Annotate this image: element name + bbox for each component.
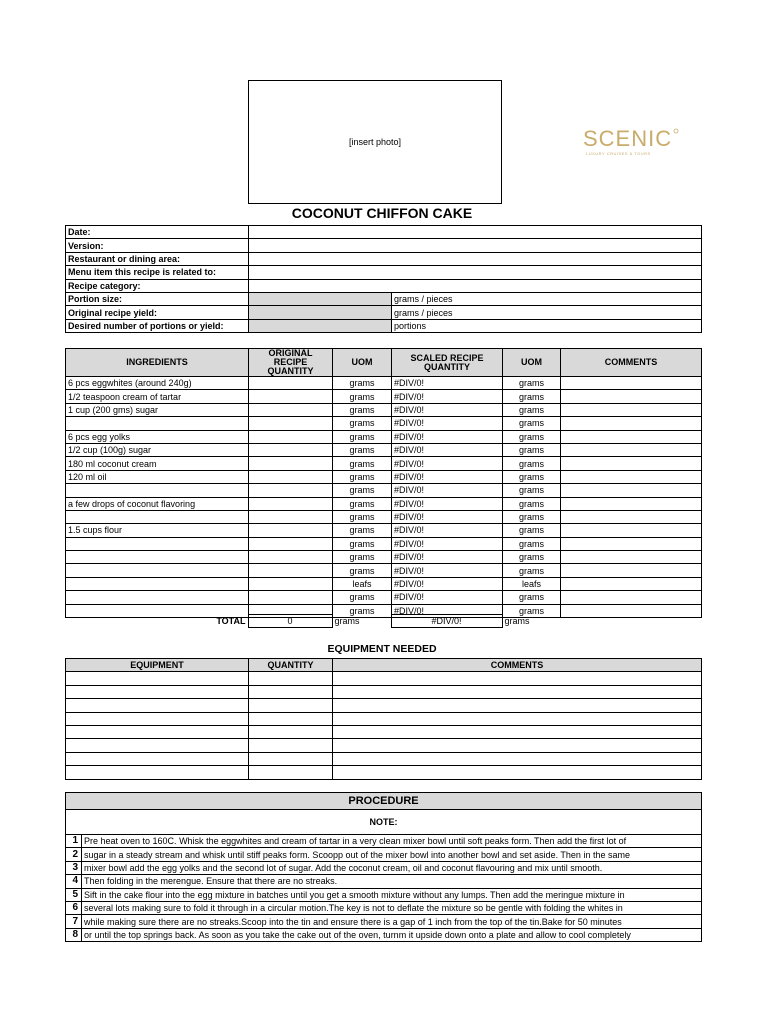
ingredient-quantity-cell[interactable]	[249, 484, 333, 497]
ingredient-name-cell[interactable]	[66, 591, 249, 604]
procedure-step-text[interactable]: or until the top springs back. As soon as you take the cake out of the oven, turnm it upside down onto a plate and allow to cool completely	[82, 928, 702, 941]
equipment-quantity-cell[interactable]	[249, 725, 333, 738]
ingredients-total-row	[65, 614, 701, 628]
ingredient-scaled-cell: #DIV/0!	[392, 577, 503, 590]
ingredient-comment-cell[interactable]	[561, 457, 702, 470]
ingredient-scaled-uom-cell: grams	[503, 591, 561, 604]
logo-name: SCENIC	[583, 126, 673, 151]
ingredient-uom-cell[interactable]: grams	[333, 551, 392, 564]
info-value-input[interactable]	[249, 279, 702, 292]
ingredients-header-label: SCALED RECIPE QUANTITY	[410, 352, 484, 372]
procedure-step-row	[66, 928, 702, 941]
ingredient-scaled-cell: #DIV/0!	[392, 430, 503, 443]
equipment-quantity-cell[interactable]	[249, 699, 333, 712]
info-label: Original recipe yield:	[66, 306, 249, 319]
ingredient-quantity-cell[interactable]	[249, 443, 333, 456]
ingredient-scaled-uom-cell: grams	[503, 457, 561, 470]
ingredient-name-cell[interactable]	[66, 564, 249, 577]
ingredient-quantity-cell[interactable]	[249, 497, 333, 510]
ingredient-scaled-uom-cell: grams	[503, 524, 561, 537]
scenic-logo	[578, 120, 688, 160]
ingredient-scaled-cell: #DIV/0!	[392, 591, 503, 604]
ingredient-uom-cell[interactable]: grams	[333, 443, 392, 456]
ingredient-quantity-cell[interactable]	[249, 457, 333, 470]
ingredients-table	[65, 348, 702, 618]
ingredient-quantity-cell[interactable]	[249, 377, 333, 390]
procedure-step-row	[66, 835, 702, 848]
ingredient-name-cell[interactable]	[66, 510, 249, 523]
procedure-step-text[interactable]: several lots making sure to fold it through in a circular motion.The key is not to deflate the mixture so be gentle with folding the whites in	[82, 901, 702, 914]
ingredient-comment-cell[interactable]	[561, 390, 702, 403]
info-row	[66, 252, 702, 265]
ingredient-row	[66, 564, 702, 577]
info-value-input[interactable]	[249, 252, 702, 265]
ingredient-quantity-cell[interactable]	[249, 564, 333, 577]
procedure-step-row	[66, 875, 702, 888]
equipment-quantity-cell[interactable]	[249, 739, 333, 752]
ingredient-name-cell[interactable]: 1/2 teaspoon cream of tartar	[66, 390, 249, 403]
ingredient-scaled-uom-cell: grams	[503, 497, 561, 510]
ingredients-header-cell	[392, 349, 503, 377]
info-value-input[interactable]	[249, 292, 392, 305]
ingredient-scaled-uom-cell: grams	[503, 443, 561, 456]
ingredient-quantity-cell[interactable]	[249, 551, 333, 564]
ingredient-scaled-cell: #DIV/0!	[392, 457, 503, 470]
total-uom-scaled: grams	[504, 616, 530, 627]
ingredient-quantity-cell[interactable]	[249, 577, 333, 590]
ingredient-quantity-cell[interactable]	[249, 524, 333, 537]
ingredient-comment-cell[interactable]	[561, 497, 702, 510]
ingredient-quantity-cell[interactable]	[249, 403, 333, 416]
ingredient-quantity-cell[interactable]	[249, 390, 333, 403]
ingredients-header-cell	[561, 349, 702, 377]
ingredient-comment-cell[interactable]	[561, 443, 702, 456]
ingredient-quantity-cell[interactable]	[249, 591, 333, 604]
ingredient-name-cell[interactable]: 6 pcs egg yolks	[66, 430, 249, 443]
ingredient-scaled-cell: #DIV/0!	[392, 377, 503, 390]
ingredient-row	[66, 484, 702, 497]
info-row	[66, 319, 702, 332]
ingredients-header-cell	[66, 349, 249, 377]
ingredient-name-cell[interactable]	[66, 484, 249, 497]
ingredient-scaled-uom-cell: grams	[503, 537, 561, 550]
equipment-comment-cell[interactable]	[333, 699, 702, 712]
procedure-step-text[interactable]: sugar in a steady stream and whisk until stiff peaks form. Scoopp out of the mixer bowl into another bowl and set aside. Then in the same	[82, 848, 702, 861]
ingredient-scaled-cell: #DIV/0!	[392, 564, 503, 577]
ingredient-comment-cell[interactable]	[561, 577, 702, 590]
procedure-step-text[interactable]: Then folding in the merengue. Ensure that there are no streaks.	[82, 875, 702, 888]
procedure-step-row	[66, 848, 702, 861]
ingredient-uom-cell[interactable]: grams	[333, 403, 392, 416]
ingredient-comment-cell[interactable]	[561, 510, 702, 523]
ingredient-scaled-uom-cell: grams	[503, 377, 561, 390]
ingredient-uom-cell[interactable]: grams	[333, 470, 392, 483]
ingredient-name-cell[interactable]: 180 ml coconut cream	[66, 457, 249, 470]
ingredient-row	[66, 470, 702, 483]
ingredient-uom-cell[interactable]: grams	[333, 377, 392, 390]
info-row	[66, 266, 702, 279]
info-value-input[interactable]	[249, 239, 702, 252]
ingredient-scaled-cell: #DIV/0!	[392, 551, 503, 564]
ingredient-scaled-uom-cell: grams	[503, 551, 561, 564]
ingredient-name-cell[interactable]	[66, 417, 249, 430]
equipment-comment-cell[interactable]	[333, 766, 702, 779]
equipment-comment-cell[interactable]	[333, 739, 702, 752]
info-row	[66, 279, 702, 292]
equipment-name-cell[interactable]	[66, 712, 249, 725]
ingredients-header-label: ORIGINAL RECIPE QUANTITY	[267, 348, 314, 376]
equipment-quantity-cell[interactable]	[249, 766, 333, 779]
procedure-step-number: 2	[66, 848, 82, 861]
equipment-comment-cell[interactable]	[333, 712, 702, 725]
ingredient-comment-cell[interactable]	[561, 551, 702, 564]
procedure-step-number: 4	[66, 875, 82, 888]
ingredient-uom-cell[interactable]: grams	[333, 537, 392, 550]
ingredient-scaled-uom-cell: grams	[503, 510, 561, 523]
ingredients-header-label: UOM	[351, 357, 373, 367]
total-quantity[interactable]: 0	[248, 615, 332, 628]
info-row	[66, 306, 702, 319]
ingredient-scaled-cell: #DIV/0!	[392, 497, 503, 510]
ingredient-name-cell[interactable]: 1 cup (200 gms) sugar	[66, 403, 249, 416]
ingredient-scaled-cell: #DIV/0!	[392, 417, 503, 430]
ingredient-scaled-cell: #DIV/0!	[392, 524, 503, 537]
equipment-row	[66, 685, 702, 698]
recipe-title: COCONUT CHIFFON CAKE	[291, 205, 473, 221]
info-value-input[interactable]	[249, 266, 702, 279]
ingredient-comment-cell[interactable]	[561, 403, 702, 416]
ingredient-scaled-cell: #DIV/0!	[392, 537, 503, 550]
ingredient-uom-cell[interactable]: grams	[333, 564, 392, 577]
ingredient-row	[66, 577, 702, 590]
ingredient-name-cell[interactable]: 1/2 cup (100g) sugar	[66, 443, 249, 456]
info-label: Restaurant or dining area:	[66, 252, 249, 265]
ingredient-name-cell[interactable]: a few drops of coconut flavoring	[66, 497, 249, 510]
ingredients-header-cell	[503, 349, 561, 377]
ingredient-name-cell[interactable]: 120 ml oil	[66, 470, 249, 483]
equipment-comment-cell[interactable]	[333, 672, 702, 685]
info-label: Version:	[66, 239, 249, 252]
equipment-row	[66, 699, 702, 712]
equipment-quantity-cell[interactable]	[249, 712, 333, 725]
equipment-header-cell: COMMENTS	[333, 659, 702, 672]
ingredients-header-cell	[333, 349, 392, 377]
ingredient-quantity-cell[interactable]	[249, 417, 333, 430]
logo-tagline: LUXURY CRUISES & TOURS	[586, 151, 651, 156]
equipment-name-cell[interactable]	[66, 685, 249, 698]
photo-placeholder-text: [insert photo]	[348, 137, 402, 147]
equipment-row	[66, 725, 702, 738]
ingredient-scaled-uom-cell: grams	[503, 564, 561, 577]
equipment-name-cell[interactable]	[66, 766, 249, 779]
info-row	[66, 239, 702, 252]
info-label: Date:	[66, 226, 249, 239]
procedure-step-row	[66, 901, 702, 914]
equipment-header-cell: EQUIPMENT	[66, 659, 249, 672]
ingredient-uom-cell[interactable]: grams	[333, 417, 392, 430]
equipment-name-cell[interactable]	[66, 739, 249, 752]
ingredient-name-cell[interactable]	[66, 551, 249, 564]
ingredient-comment-cell[interactable]	[561, 377, 702, 390]
ingredient-comment-cell[interactable]	[561, 564, 702, 577]
procedure-step-text[interactable]: Sift in the cake flour into the egg mixture in batches until you get a smooth mixture without any lumps. Then add the meringue mixture in	[82, 888, 702, 901]
ingredient-row	[66, 510, 702, 523]
ingredient-scaled-uom-cell: grams	[503, 470, 561, 483]
ingredient-row	[66, 417, 702, 430]
ingredients-header-label: INGREDIENTS	[126, 357, 188, 367]
equipment-comment-cell[interactable]	[333, 725, 702, 738]
ingredient-scaled-cell: #DIV/0!	[392, 443, 503, 456]
procedure-heading: PROCEDURE	[66, 793, 702, 810]
ingredient-scaled-cell: #DIV/0!	[392, 484, 503, 497]
ingredient-scaled-uom-cell: grams	[503, 484, 561, 497]
ingredient-scaled-cell: #DIV/0!	[392, 470, 503, 483]
ingredient-quantity-cell[interactable]	[249, 537, 333, 550]
equipment-row	[66, 739, 702, 752]
procedure-step-text[interactable]: mixer bowl add the egg yolks and the second lot of sugar. Add the coconut cream, oil and coconut flavouring and mix until smooth.	[82, 861, 702, 874]
ingredient-uom-cell[interactable]: grams	[333, 390, 392, 403]
ingredient-uom-cell[interactable]: grams	[333, 484, 392, 497]
ingredient-uom-cell[interactable]: grams	[333, 457, 392, 470]
info-label: Desired number of portions or yield:	[66, 319, 249, 332]
ingredient-row	[66, 537, 702, 550]
equipment-header-cell: QUANTITY	[249, 659, 333, 672]
procedure-step-row	[66, 888, 702, 901]
procedure-step-row	[66, 915, 702, 928]
ingredient-uom-cell[interactable]: grams	[333, 497, 392, 510]
ingredient-row	[66, 390, 702, 403]
equipment-comment-cell[interactable]	[333, 752, 702, 765]
equipment-row	[66, 766, 702, 779]
ingredient-scaled-cell: #DIV/0!	[392, 390, 503, 403]
info-unit: grams / pieces	[392, 306, 702, 319]
total-scaled[interactable]: #DIV/0!	[391, 615, 502, 628]
ingredients-header-label: COMMENTS	[604, 357, 658, 367]
ingredient-uom-cell[interactable]: grams	[333, 510, 392, 523]
ingredient-name-cell[interactable]: 6 pcs eggwhites (around 240g)	[66, 377, 249, 390]
ingredient-comment-cell[interactable]	[561, 524, 702, 537]
procedure-step-text[interactable]: while making sure there are no streaks.Scoop into the tin and ensure there is a gap of 1 inch from the top of the tin.Bake for 50 minutes	[82, 915, 702, 928]
total-label: TOTAL	[216, 616, 246, 627]
equipment-comment-cell[interactable]	[333, 685, 702, 698]
equipment-heading: EQUIPMENT NEEDED	[327, 643, 437, 655]
total-uom: grams	[334, 616, 360, 627]
ingredient-scaled-cell: #DIV/0!	[392, 403, 503, 416]
ingredient-scaled-uom-cell: leafs	[503, 577, 561, 590]
ingredient-scaled-uom-cell: grams	[503, 417, 561, 430]
equipment-row	[66, 752, 702, 765]
equipment-name-cell[interactable]	[66, 699, 249, 712]
equipment-table	[65, 658, 702, 780]
ingredient-comment-cell[interactable]	[561, 430, 702, 443]
ingredient-quantity-cell[interactable]	[249, 510, 333, 523]
ingredient-row	[66, 524, 702, 537]
equipment-quantity-cell[interactable]	[249, 685, 333, 698]
ingredient-row	[66, 457, 702, 470]
ingredient-quantity-cell[interactable]	[249, 430, 333, 443]
procedure-step-number: 3	[66, 861, 82, 874]
ingredient-name-cell[interactable]	[66, 577, 249, 590]
ingredient-comment-cell[interactable]	[561, 484, 702, 497]
info-label: Recipe category:	[66, 279, 249, 292]
ingredient-comment-cell[interactable]	[561, 470, 702, 483]
ingredient-scaled-cell: #DIV/0!	[392, 604, 503, 617]
info-label: Menu item this recipe is related to:	[66, 266, 249, 279]
ingredients-header-cell	[249, 349, 333, 377]
ingredient-uom-cell[interactable]: grams	[333, 524, 392, 537]
procedure-step-number: 1	[66, 835, 82, 848]
info-row	[66, 226, 702, 239]
procedure-note: NOTE:	[66, 810, 702, 835]
procedure-step-number: 5	[66, 888, 82, 901]
ingredient-name-cell[interactable]: 1.5 cups flour	[66, 524, 249, 537]
procedure-step-row	[66, 861, 702, 874]
info-row	[66, 292, 702, 305]
ingredient-comment-cell[interactable]	[561, 537, 702, 550]
ingredient-scaled-uom-cell: grams	[503, 430, 561, 443]
ingredient-comment-cell[interactable]	[561, 417, 702, 430]
ingredient-row	[66, 443, 702, 456]
ingredient-scaled-cell: #DIV/0!	[392, 510, 503, 523]
ingredient-row	[66, 377, 702, 390]
ingredient-uom-cell[interactable]: leafs	[333, 577, 392, 590]
procedure-step-text[interactable]: Pre heat oven to 160C. Whisk the eggwhites and cream of tartar in a very clean mixer bowl until soft peaks form. Then add the first lot of	[82, 835, 702, 848]
procedure-step-number: 7	[66, 915, 82, 928]
ingredient-uom-cell[interactable]: grams	[333, 604, 392, 617]
equipment-name-cell[interactable]	[66, 672, 249, 685]
ingredient-scaled-uom-cell: grams	[503, 390, 561, 403]
equipment-name-cell[interactable]	[66, 752, 249, 765]
equipment-row	[66, 672, 702, 685]
procedure-step-number: 6	[66, 901, 82, 914]
ingredient-row	[66, 430, 702, 443]
ingredient-uom-cell[interactable]: grams	[333, 430, 392, 443]
info-unit: portions	[392, 319, 702, 332]
info-unit: grams / pieces	[392, 292, 702, 305]
ingredient-row	[66, 497, 702, 510]
ingredient-row	[66, 403, 702, 416]
photo-placeholder	[248, 80, 502, 204]
ingredient-name-cell[interactable]	[66, 537, 249, 550]
info-label: Portion size:	[66, 292, 249, 305]
procedure-step-number: 8	[66, 928, 82, 941]
ingredient-row	[66, 551, 702, 564]
equipment-quantity-cell[interactable]	[249, 672, 333, 685]
equipment-name-cell[interactable]	[66, 725, 249, 738]
ingredient-uom-cell[interactable]: grams	[333, 591, 392, 604]
ingredient-scaled-uom-cell: grams	[503, 604, 561, 617]
equipment-row	[66, 712, 702, 725]
info-value-input[interactable]	[249, 306, 392, 319]
info-value-input[interactable]	[249, 226, 702, 239]
equipment-quantity-cell[interactable]	[249, 752, 333, 765]
info-value-input[interactable]	[249, 319, 392, 332]
ingredient-comment-cell[interactable]	[561, 591, 702, 604]
ingredients-header-label: UOM	[521, 357, 542, 367]
ingredient-row	[66, 591, 702, 604]
ingredient-scaled-uom-cell: grams	[503, 403, 561, 416]
ingredient-quantity-cell[interactable]	[249, 470, 333, 483]
recipe-info-table	[65, 225, 702, 333]
procedure-table	[65, 792, 702, 942]
